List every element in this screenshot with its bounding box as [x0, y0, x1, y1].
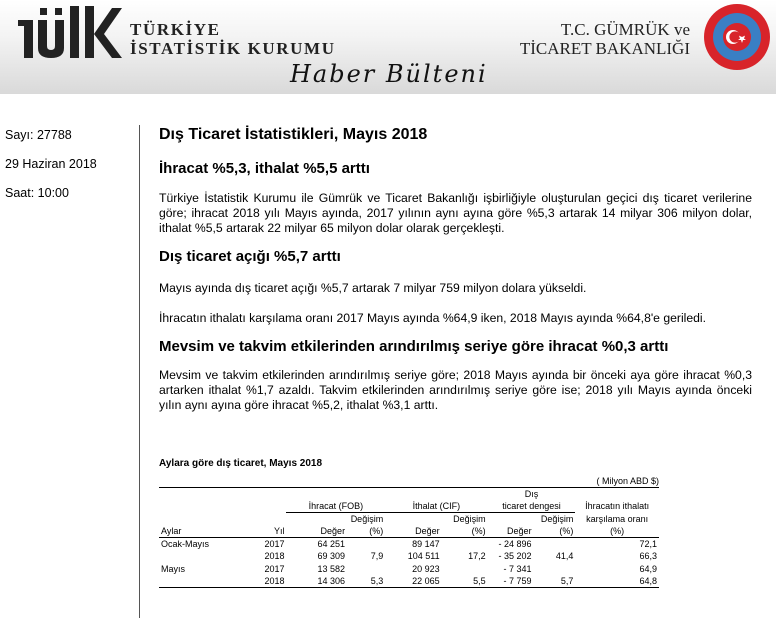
- header-balance-change: Değişim: [540, 514, 574, 524]
- issue-date: 29 Haziran 2018: [5, 157, 97, 171]
- bulletin-meta: [5, 128, 97, 215]
- ministry-seal-icon: [702, 2, 772, 72]
- heading-export: İhracat %5,3, ithalat %5,5 arttı: [159, 160, 370, 177]
- cell-export: 69 309: [317, 551, 346, 562]
- cell-export: 14 306: [317, 576, 346, 586]
- cell-export-change: 7,9: [370, 551, 384, 562]
- issue-time: Saat: 10:00: [5, 186, 69, 200]
- trade-table: [159, 487, 659, 588]
- header-export: İhracat (FOB): [286, 500, 385, 513]
- header-row-1: [159, 488, 659, 501]
- cell-month: [159, 550, 224, 563]
- header-export-change: Değişim: [350, 514, 384, 524]
- institution-line-1: TÜRKİYE: [130, 20, 221, 39]
- cell-balance: - 35 202: [498, 551, 532, 562]
- cell-import-change: 5,5: [473, 576, 486, 586]
- cell-balance-change: [534, 538, 576, 551]
- bulletin-body: [159, 126, 752, 413]
- cell-balance: - 7 341: [503, 563, 532, 574]
- cell-month: [159, 575, 224, 588]
- cell-month: Mayıs: [161, 563, 186, 574]
- header-export-pct: (%): [369, 526, 384, 536]
- table-row: [159, 563, 659, 576]
- cell-import: 89 147: [412, 539, 440, 549]
- cell-balance-change: 5,7: [560, 576, 574, 586]
- divider: [139, 125, 140, 618]
- heading-deficit: Dış ticaret açığı %5,7 arttı: [159, 248, 341, 265]
- cell-year: 2018: [264, 551, 285, 562]
- cell-ratio: 64,9: [639, 563, 657, 574]
- cell-import-change: 17,2: [468, 551, 486, 562]
- cell-export: 64 251: [317, 539, 346, 549]
- ministry-name: [520, 20, 690, 58]
- header-import-change: Değişim: [453, 514, 486, 524]
- tuik-logo-icon: [18, 6, 122, 58]
- issue-number: Sayı: 27788: [5, 128, 72, 142]
- header-balance-pct: (%): [559, 526, 574, 536]
- cell-export-change: 5,3: [370, 576, 384, 586]
- table-unit: ( Milyon ABD $): [596, 476, 659, 486]
- cell-balance-change: [534, 563, 576, 576]
- cell-import-change: [442, 563, 488, 576]
- table-row: [159, 575, 659, 588]
- cell-year: 2017: [264, 539, 285, 549]
- cell-export-change: [347, 538, 385, 551]
- ministry-line-2: TİCARET BAKANLIĞI: [519, 39, 690, 58]
- paragraph-4: Mevsim ve takvim etkilerinden arındırılmış seriye göre; 2018 Mayıs ayında bir önceki aya göre ihracat %0,3 artarken ithalat %1,7 azaldı. Takvim etkilerinden arındırılmış seriye göre ise; 2018 yılı Mayıs ayında önceki yılın aynı ayına göre ihracat %5,2, ithalat %3,1 arttı.: [159, 368, 752, 412]
- table-row: [159, 550, 659, 563]
- header-balance-1: Dış: [524, 489, 539, 499]
- cell-balance: - 24 896: [498, 539, 532, 549]
- header-ratio-2: karşılama oranı: [586, 513, 649, 524]
- header-ratio-1: İhracatın ithalatı: [585, 501, 650, 512]
- header-year: Yıl: [273, 526, 285, 536]
- table-title: Aylara göre dış ticaret, Mayıs 2018: [159, 458, 323, 469]
- institution-line-2: İSTATİSTİK KURUMU: [130, 39, 336, 58]
- cell-ratio: 72,1: [639, 539, 657, 549]
- cell-year: 2018: [264, 576, 285, 586]
- page-title: Dış Ticaret İstatistikleri, Mayıs 2018: [159, 126, 428, 143]
- cell-export: 13 582: [317, 563, 346, 574]
- cell-import: 104 511: [407, 551, 440, 562]
- cell-month: Ocak-Mayıs: [161, 539, 210, 549]
- cell-ratio: 64,8: [639, 576, 657, 586]
- header-import: İthalat (CIF): [385, 500, 487, 513]
- paragraph-3: İhracatın ithalatı karşılama oranı 2017 Mayıs ayında %64,9 iken, 2018 Mayıs ayında %64,8'e geriledi.: [159, 311, 707, 325]
- paragraph-2: Mayıs ayında dış ticaret açığı %5,7 artarak 7 milyar 759 milyon dolara yükseldi.: [159, 281, 587, 295]
- header-import-value: Değer: [415, 526, 440, 536]
- cell-ratio: 66,3: [639, 551, 657, 562]
- header-ratio-pct: (%): [610, 526, 625, 536]
- cell-export-change: [347, 563, 385, 576]
- header-row-4: [159, 525, 659, 538]
- cell-import: 20 923: [412, 563, 440, 574]
- table-row: [159, 538, 659, 551]
- heading-seasonal: Mevsim ve takvim etkilerinden arındırılmış seriye göre ihracat %0,3 arttı: [159, 338, 669, 355]
- cell-balance: - 7 759: [503, 576, 532, 586]
- header-row-2: [159, 500, 659, 513]
- cell-balance-change: 41,4: [555, 551, 574, 562]
- bulletin-title: Haber Bülteni: [290, 60, 488, 88]
- header-row-3: [159, 513, 659, 526]
- header-balance-2: ticaret dengesi: [488, 500, 576, 513]
- header-export-value: Değer: [320, 526, 346, 536]
- cell-import-change: [442, 538, 488, 551]
- header-balance-value: Değer: [507, 526, 532, 536]
- cell-import: 22 065: [412, 576, 440, 586]
- header-month: Aylar: [161, 526, 182, 536]
- paragraph-1: Türkiye İstatistik Kurumu ile Gümrük ve Ticaret Bakanlığı işbirliğiyle oluşturulan geçici dış ticaret verilerine göre; ihracat 2018 yılı Mayıs ayında, 2017 yılının aynı ayına göre %5,3 artarak 14 milyar 306 milyon dolar, ithalat %5,5 artarak 22 milyar 65 milyon dolar olarak gerçekleşti.: [159, 191, 752, 235]
- ministry-line-1: T.C. GÜMRÜK ve: [560, 20, 690, 39]
- cell-year: 2017: [264, 563, 285, 574]
- header-import-pct: (%): [471, 526, 486, 536]
- trade-table-block: [159, 458, 659, 586]
- bulletin-header: [0, 0, 776, 94]
- institution-name: [130, 20, 336, 58]
